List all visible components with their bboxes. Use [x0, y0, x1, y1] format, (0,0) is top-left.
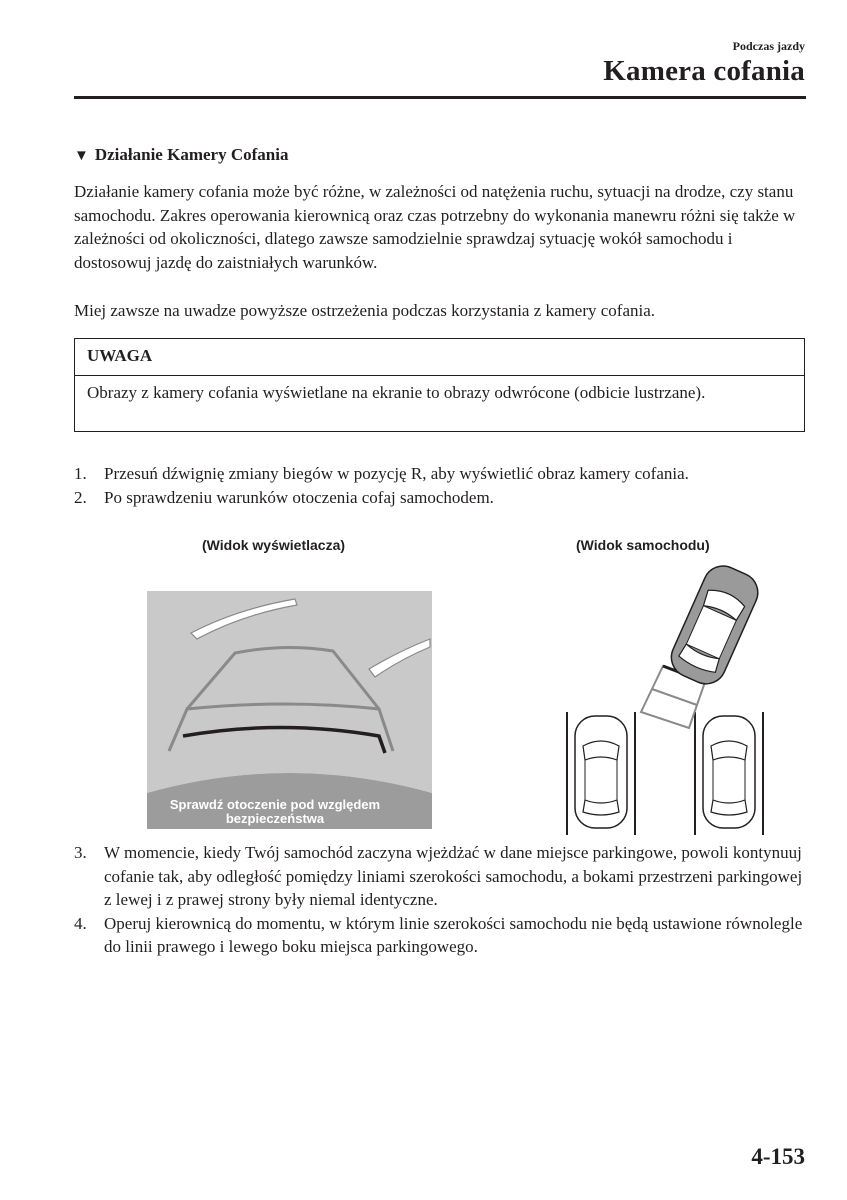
- step-number: 3.: [74, 843, 87, 862]
- header-divider: [74, 96, 806, 99]
- list-item: [74, 462, 809, 486]
- screen-caption-line1: Sprawdź otoczenie pod względem: [169, 797, 381, 812]
- step-number: 1.: [74, 464, 87, 483]
- triangle-down-icon: ▼: [74, 148, 89, 164]
- note-text: Obrazy z kamery cofania wyświetlane na ekranie to obrazy odwrócone (odbicie lustrzane).: [87, 383, 706, 402]
- list-item: [74, 912, 809, 959]
- steps-list-top: [74, 462, 809, 509]
- screen-caption-line2: bezpieczeństwa: [225, 811, 325, 826]
- intro-paragraph-warning: Miej zawsze na uwadze powyższe ostrzeżenia podczas korzystania z kamery cofania.: [74, 301, 656, 320]
- note-title: UWAGA: [75, 339, 804, 376]
- vehicle-view-label: (Widok samochodu): [576, 537, 710, 553]
- screen-background: [147, 591, 432, 793]
- step-number: 4.: [74, 913, 87, 933]
- reversing-car: [665, 560, 764, 690]
- intro-paragraph: Działanie kamery cofania może być różne, w zależności od natężenia ruchu, sytuacji na drodze, czy stanu samochodu. Zakres operowania kierownicą oraz czas potrzebny do wykonania manewru różni się także w zależności od okoliczności, dlatego zawsze samodzielnie sprawdzaj sytuację wokół samochodu i dostosowuj jazdę do zaistniałych warunków.: [74, 182, 796, 272]
- parked-car-left: [575, 716, 627, 828]
- camera-display-illustration: [147, 591, 432, 829]
- step-text: Przesuń dźwignię zmiany biegów w pozycję R, aby wyświetlić obraz kamery cofania.: [104, 464, 689, 483]
- page-number: 4-153: [751, 1144, 805, 1169]
- step-text: W momencie, kiedy Twój samochód zaczyna wjeżdżać w dane miejsce parkingowe, powoli kontynuuj cofanie tak, aby odległość pomiędzy liniami szerokości samochodu, a bokami przestrzeni parkingowej z lewej i z prawej strony były niemal identyczne.: [104, 843, 803, 909]
- step-text: Operuj kierownicą do momentu, w którym linie szerokości samochodu nie będą ustawione równolegle do linii prawego i lewego boku miejsca parkingowego.: [104, 913, 803, 956]
- vehicle-top-view-illustration: [555, 560, 800, 835]
- step-text: Po sprawdzeniu warunków otoczenia cofaj samochodem.: [104, 487, 494, 507]
- list-item: [74, 486, 809, 510]
- page-title: Kamera cofania: [603, 55, 805, 87]
- running-header-section: Podczas jazdy: [732, 39, 805, 53]
- list-item: [74, 841, 809, 912]
- display-view-label: (Widok wyświetlacza): [202, 537, 346, 553]
- note-box: [74, 338, 805, 432]
- parked-car-right: [703, 716, 755, 828]
- section-heading: [74, 145, 288, 165]
- step-number: 2.: [74, 487, 87, 507]
- steps-list-bottom: [74, 841, 809, 959]
- section-heading-text: Działanie Kamery Cofania: [94, 145, 289, 164]
